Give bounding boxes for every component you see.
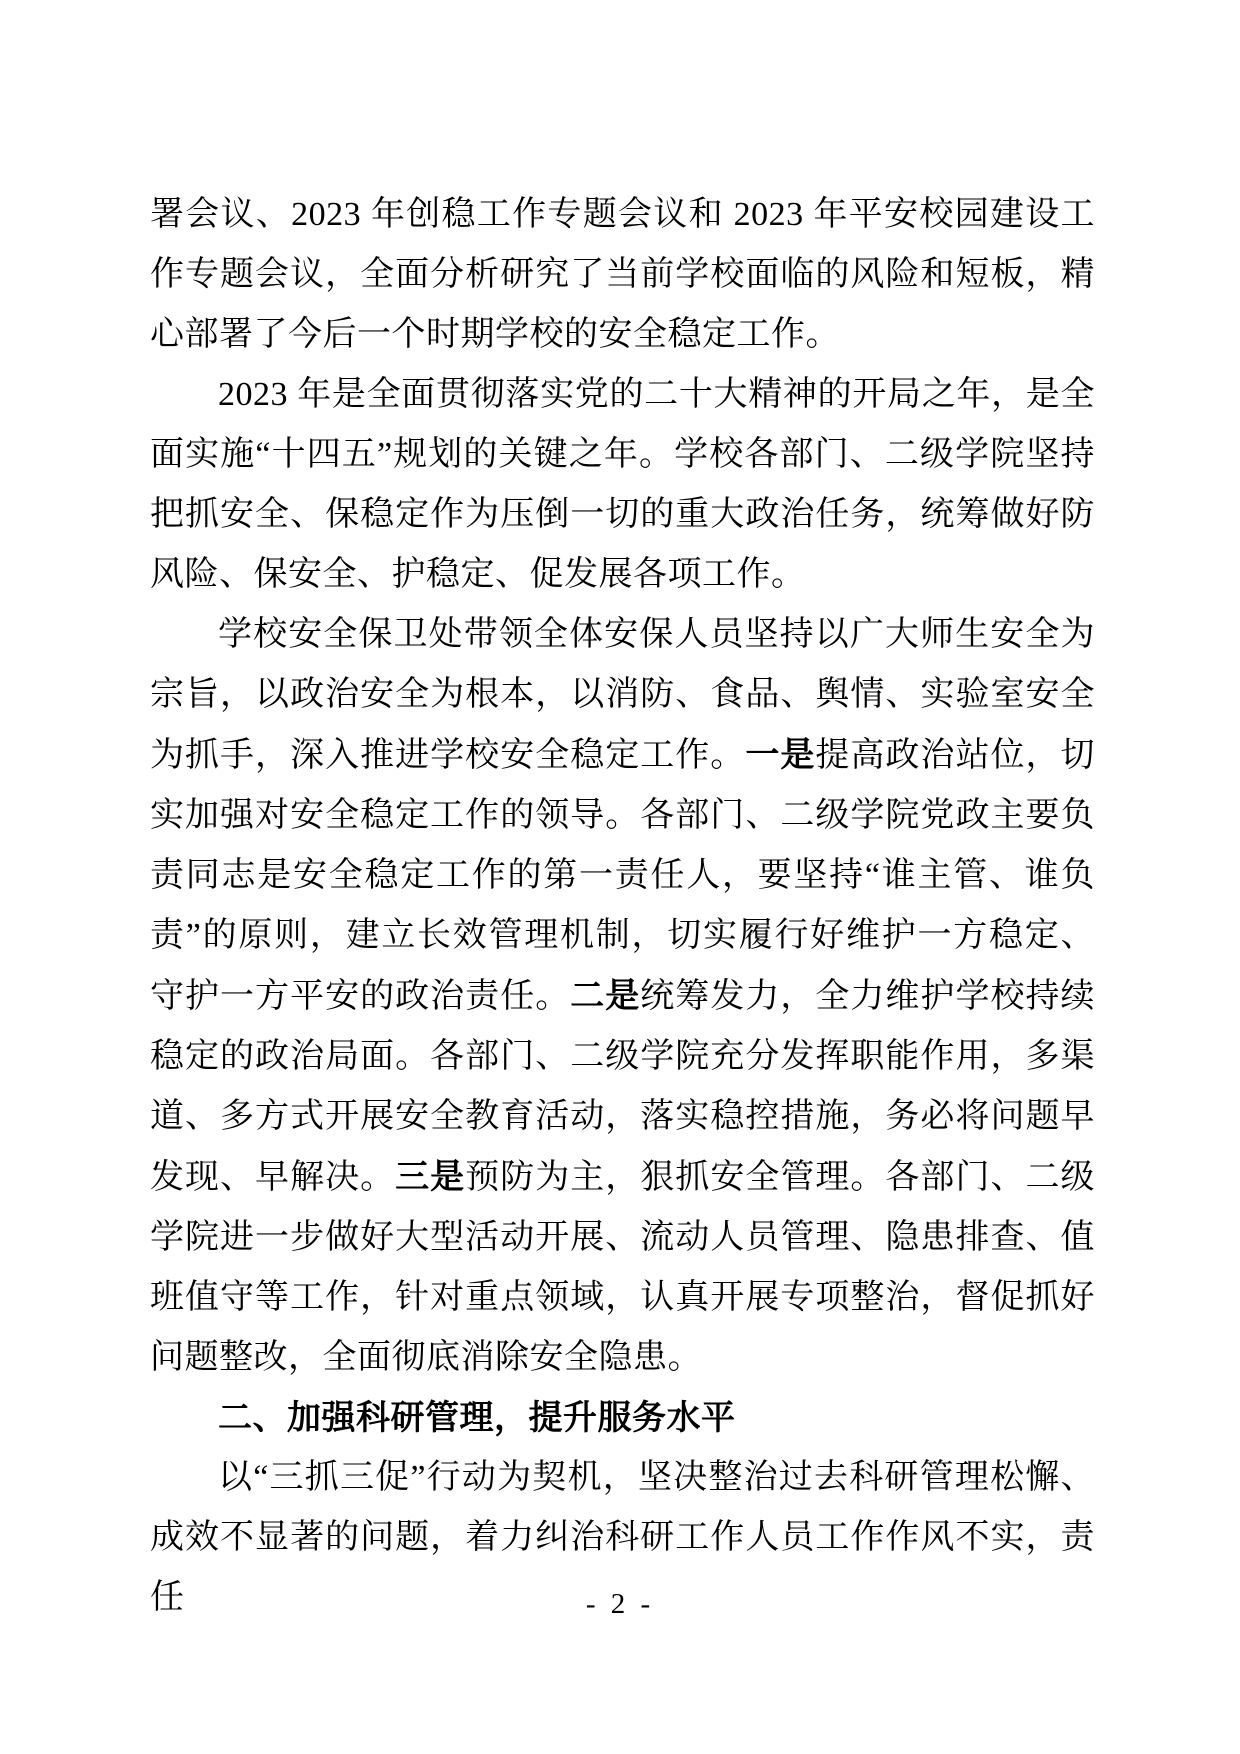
- document-body: [150, 185, 1095, 1628]
- bold-marker-first: 一是: [745, 736, 816, 774]
- paragraph-security-work: [150, 605, 1095, 1388]
- paragraph-text: 学校安全保卫处带领全体安保人员坚持以广大师生安全为宗旨，以政治安全为根本，以消防、食品、舆情、实验室安全为抓手，深入推进学校安全稳定工作。: [150, 616, 1095, 774]
- paragraph-continuation: [150, 185, 1095, 365]
- bold-marker-second: 二是: [570, 977, 641, 1015]
- section-heading-research-management: [150, 1388, 1095, 1448]
- paragraph-text: 以“三抓三促”行动为契机，坚决整治过去科研管理松懈、成效不显著的问题，着力纠治科研工作人员工作作风不实，责任: [150, 1459, 1095, 1616]
- page-number: - 2 -: [585, 1588, 655, 1620]
- paragraph-text: 预防为主，狠抓安全管理。各部门、二级学院进一步做好大型活动开展、流动人员管理、隐患排查、值班值守等工作，针对重点领域，认真开展专项整治，督促抓好问题整改，全面彻底消除安全隐患。: [150, 1159, 1096, 1376]
- paragraph-2023-overview: [150, 365, 1095, 605]
- paragraph-text: 统筹发力，全力维护学校持续稳定的政治局面。各部门、二级学院充分发挥职能作用，多渠道、多方式开展安全教育活动，落实稳控措施，务必将问题早发现、早解决。: [150, 978, 1096, 1196]
- paragraph-text: 提高政治站位，切实加强对安全稳定工作的领导。各部门、二级学院党政主要负责同志是安全稳定工作的第一责任人，要坚持“谁主管、谁负责”的原则，建立长效管理机制，切实履行好维护一方稳定、守护一方平安的政治责任。: [150, 737, 1096, 1015]
- heading-text: 二、加强科研管理，提升服务水平: [218, 1399, 736, 1437]
- paragraph-text: 2023 年是全面贯彻落实党的二十大精神的开局之年，是全面实施“十四五”规划的关键之年。学校各部门、二级学院坚持把抓安全、保稳定作为压倒一切的重大政治任务，统筹做好防风险、保安全、护稳定、促发展各项工作。: [150, 376, 1095, 593]
- bold-marker-third: 三是: [395, 1158, 466, 1196]
- paragraph-text: 署会议、2023 年创稳工作专题会议和 2023 年平安校园建设工作专题会议，全面分析研究了当前学校面临的风险和短板，精心部署了今后一个时期学校的安全稳定工作。: [150, 196, 1095, 353]
